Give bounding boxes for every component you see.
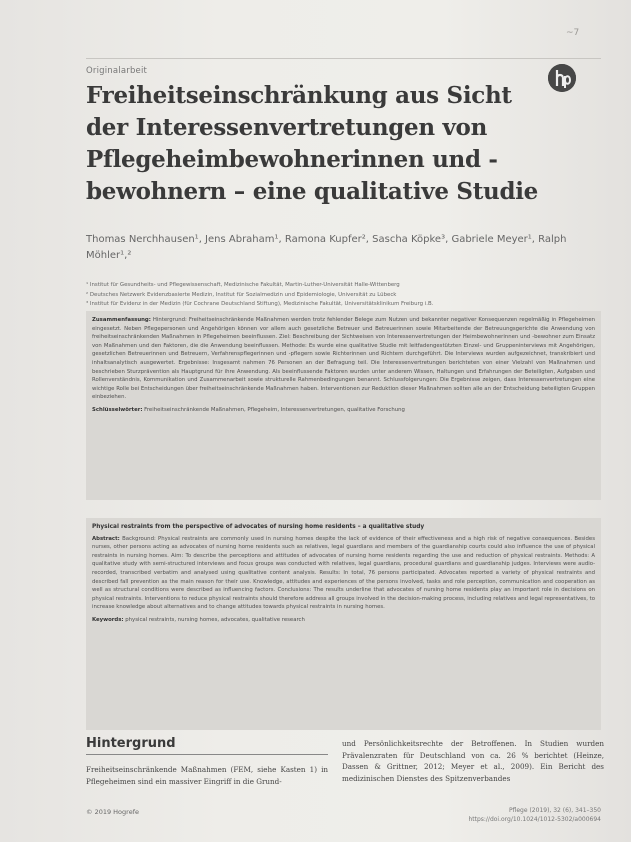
abstract-german-body — [92, 316, 595, 402]
journal-citation: Pflege (2019), 32 (6), 341–350 — [508, 807, 601, 814]
keywords-german-text: Freiheitseinschränkende Maßnahmen, Pflegeheim, Interessenvertretungen, qualitative Forschung — [144, 406, 405, 413]
corner-mark: ~7 — [566, 28, 580, 38]
top-rule — [86, 58, 601, 59]
citation-info — [468, 806, 601, 824]
author-list: Thomas Nerchhausen¹, Jens Abraham¹, Ramona Kupfer², Sascha Köpke³, Gabriele Meyer¹, Ralph Möhler¹,² — [86, 234, 567, 261]
article-title: Freiheitseinschränkung aus Sicht der Interessenvertretungen von Pflegeheimbewohnerinnen und -bewohnern – eine qualitative Studie — [86, 82, 539, 205]
section-heading: Hintergrund — [86, 736, 176, 751]
abstract-english — [86, 518, 601, 730]
section-heading-rule — [86, 754, 328, 755]
abstract-german-label: Zusammenfassung: — [92, 317, 151, 323]
keywords-german-label: Schlüsselwörter: — [92, 406, 143, 413]
abstract-english-body — [92, 535, 595, 612]
abstract-german-text: Hintergrund: Freiheitseinschränkende Maßnahmen werden trotz fehlender Belege zum Nutzen und bekannter negativer Konsequenzen regelmäßig in Pflegeheimen eingesetzt. Neben Pflegepersonen und Angehörigen können vor allem auch gesetzliche Betreuer und Betreuerinnen sowie Mitarbeitende der Betreuungsgerichte die Anwendung von freiheitseinschränkenden Maßnahmen in Pflegeheimen beeinflussen. Ziel: Beschreibung der Sichtweisen von Interessenvertretungen der Heimbewohnerinnen und -bewohner zum Einsatz von Maßnahmen und den Faktoren, die die Anwendung beeinflussen. Methode: Es wurde eine qualitative Studie mit leitfadengestützten Einzel- und Gruppeninterviews mit Angehörigen, gesetzlichen Betreuerinnen und Betreuern, Verfahrenspflegerinnen und -pflegern sowie Richterinnen und Richtern durchgeführt. Die Interviews wurden aufgezeichnet, transkribiert und inhaltsanalytisch ausgewertet. Ergebnisse: Insgesamt nahmen 76 Personen an der Befragung teil. Die Interessenvertretungen berichteten von einer Vielzahl von Maßnahmen und beschrieben Sturzprävention als Hauptgrund für ihre Anwendung. Als beeinflussende Faktoren wurden unter anderem Wissen, Haltungen und Erfahrungen der Beteiligten, Aufgaben und Rollenverständnis, Kommunikation und Zusammenarbeit sowie strukturelle Rahmenbedingungen benannt. Schlussfolgerungen: Die Ergebnisse zeigen, dass Interessenvertretungen eine wichtige Rolle bei Entscheidungen über freiheitseinschränkende Maßnahmen haben. Interventionen zur Reduktion dieser Maßnahmen sollten alle an der Entscheidung beteiligten Gruppen einbeziehen. — [92, 317, 596, 401]
keywords-german — [92, 406, 595, 415]
abstract-english-label: Abstract: — [92, 535, 120, 542]
section-label: Originalarbeit — [86, 66, 148, 76]
abstract-english-heading: Physical restraints from the perspective of advocates of nursing home residents – a qualitative study — [92, 524, 425, 530]
keywords-english-text: physical restraints, nursing homes, advocates, qualitative research — [125, 616, 305, 623]
affiliation-1: ¹ Institut für Gesundheits- und Pflegewissenschaft, Medizinische Fakultät, Martin-Luther-Universität Halle-Wittenberg — [86, 282, 400, 288]
abstract-german — [86, 311, 601, 500]
abstract-english-text: Background: Physical restraints are commonly used in nursing homes despite the lack of evidence of their effectiveness and a high risk of negative consequences. Besides nurses, other persons acting as advocates of nursing home residents such as relatives, legal guardians and members of the guardianship courts could also influence the use of physical restraints in nursing homes. Aim: To describe the perceptions and attitudes of advocates of nursing home residents regarding the use and reduction of physical restraints. Methods: A qualitative study with semi-structured interviews and focus groups was conducted with relatives, legal guardians, procedural guardians and guardianship judges. Interviews were audio-recorded, transcribed verbatim and analysed using qualitative content analysis. Results: In total, 76 persons participated. Advocates reported a variety of physical restraints and described fall prevention as the main reason for their use. Knowledge, attitudes and experiences of the persons involved, tasks and role perception, communication and cooperation as well as structural conditions were described as influencing factors. Conclusions: The results underline that advocates of nursing home residents play an important role in decisions on physical restraints. Interventions to reduce physical restraints should therefore address all groups involved in the decision-making process, including relatives and legal representatives, to increase knowledge about alternatives and to change attitudes towards physical restraints in nursing homes. — [92, 535, 595, 611]
body-column-right: und Persönlichkeitsrechte der Betroffenen. In Studien wurden Prävalenzraten für Deutschland von ca. 26 % berichtet (Heinze, Dassen & Grittner, 2012; Meyer et al., 2009). Ein Bericht des medizinischen Dienstes des Spitzenverbandes — [342, 739, 604, 783]
affiliation-2: ² Deutsches Netzwerk Evidenzbasierte Medizin, Institut für Sozialmedizin und Epidemiologie, Universität zu Lübeck — [86, 291, 397, 298]
affiliations — [86, 281, 596, 310]
copyright: © 2019 Hogrefe — [86, 808, 139, 816]
keywords-english — [92, 616, 595, 625]
doi-link[interactable]: https://doi.org/10.1024/1012-5302/a000694 — [468, 816, 601, 823]
keywords-english-label: Keywords: — [92, 616, 124, 623]
body-column-left: Freiheitseinschränkende Maßnahmen (FEM, siehe Kasten 1) in Pflegeheimen sind ein massiver Eingriff in die Grund- — [86, 765, 328, 786]
affiliation-3: ³ Institut für Evidenz in der Medizin (für Cochrane Deutschland Stiftung), Medizinische Fakultät, Universitätsklinikum Freiburg i.B. — [86, 301, 434, 307]
